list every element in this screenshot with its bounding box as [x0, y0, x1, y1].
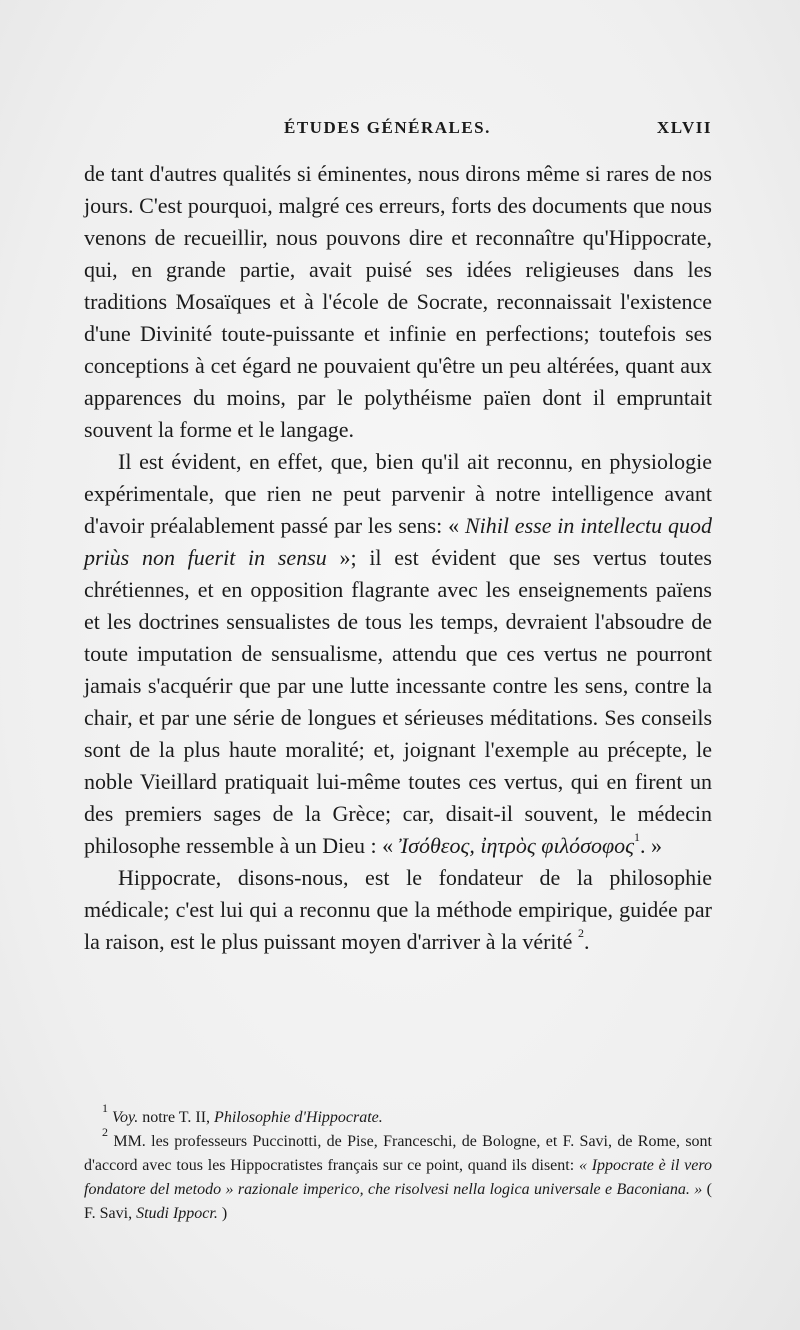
footnote-2: [84, 1124, 713, 1226]
footnote-2-text: MM. les professeurs Puccinotti, de Pise, Franceschi, de Bologne, et F. Savi, de Rome, sont d'accord avec tous les Hippocratistes français sur ce point, quand ils disent:: [84, 1133, 713, 1174]
paragraph-2: [84, 446, 712, 862]
footnote-2-close: ): [221, 1205, 228, 1222]
paragraph-3-end: .: [583, 929, 590, 954]
footnote-2-quote: « Ippocrate è il vero fondatore del metodo » razionale imperico, che risolvesi nella logica universale e Baconiana. »: [84, 1157, 713, 1198]
footnote-ref-1: 1: [634, 829, 641, 844]
paragraph-2-part-a: Il est évident, en effet, que, bien qu'il ait reconnu, en physiologie expérimentale, que rien ne peut parvenir à notre intelligence avant d'avoir préalablement passé par les sens: «: [84, 449, 712, 538]
paragraph-3-text: Hippocrate, disons-nous, est le fondateur de la philosophie médicale; c'est lui qui a reconnu que la méthode empirique, guidée par la raison, est le plus puissant moyen d'arriver à la vérité: [84, 865, 712, 954]
running-title: ÉTUDES GÉNÉRALES.: [284, 118, 491, 137]
page-number: XLVII: [656, 118, 712, 137]
footnote-1-mark: 1: [102, 1100, 108, 1115]
footnotes: [84, 1100, 713, 1226]
footnote-1-voy: Voy.: [112, 1109, 139, 1126]
running-header: [84, 118, 712, 144]
paragraph-2-part-b: »; il est évident que ses vertus toutes chrétiennes, et en opposition flagrante avec les enseignements païens et les doctrines sensualistes de tous les temps, devraient l'absoudre de toute imputation de sensualisme, attendu que ces vertus ne pourront jamais s'acquérir que par une lutte incessante contre les sens, contre la chair, et par une série de longues et sérieuses méditations. Ses conseils sont de la plus haute moralité; et, joignant l'exemple au précepte, le noble Vieillard pratiquait lui-même toutes ces vertus, qui en firent un des premiers sages de la Grèce; car, disait-il souvent, le médecin philosophe ressemble à un Dieu : «: [84, 545, 712, 858]
footnote-2-work: Studi Ippocr.: [136, 1205, 218, 1222]
paragraph-1: de tant d'autres qualités si éminentes, nous dirons même si rares de nos jours. C'est pourquoi, malgré ces erreurs, forts des documents que nous venons de recueillir, nous pouvons dire et reconnaître qu'Hippocrate, qui, en grande partie, avait puisé ses idées religieuses dans les traditions Mosaïques et à l'école de Socrate, reconnaissait l'existence d'une Divinité toute-puissante et infinie en perfections; toutefois ses conceptions à cet égard ne pouvaient qu'être un peu altérées, quant aux apparences du moins, par le polythéisme païen dont il empruntait souvent la forme et le langage.: [84, 161, 712, 442]
latin-quote: Nihil esse in intellectu quod priùs non fuerit in sensu: [84, 513, 712, 570]
paragraph-3: [84, 862, 712, 958]
footnote-1-text: notre T. II,: [142, 1109, 211, 1126]
main-text: [84, 158, 712, 958]
greek-quote: Ἰσόθεος, ἰητρὸς φιλόσοφος: [398, 833, 635, 858]
footnote-2-mark: 2: [102, 1124, 108, 1139]
footnote-2-source: ( F. Savi,: [84, 1181, 712, 1222]
paragraph-2-end: . »: [640, 833, 663, 858]
footnote-1: [84, 1100, 712, 1130]
footnote-ref-2: 2: [577, 925, 584, 940]
footnote-1-work: Philosophie d'Hippocrate.: [214, 1109, 383, 1126]
